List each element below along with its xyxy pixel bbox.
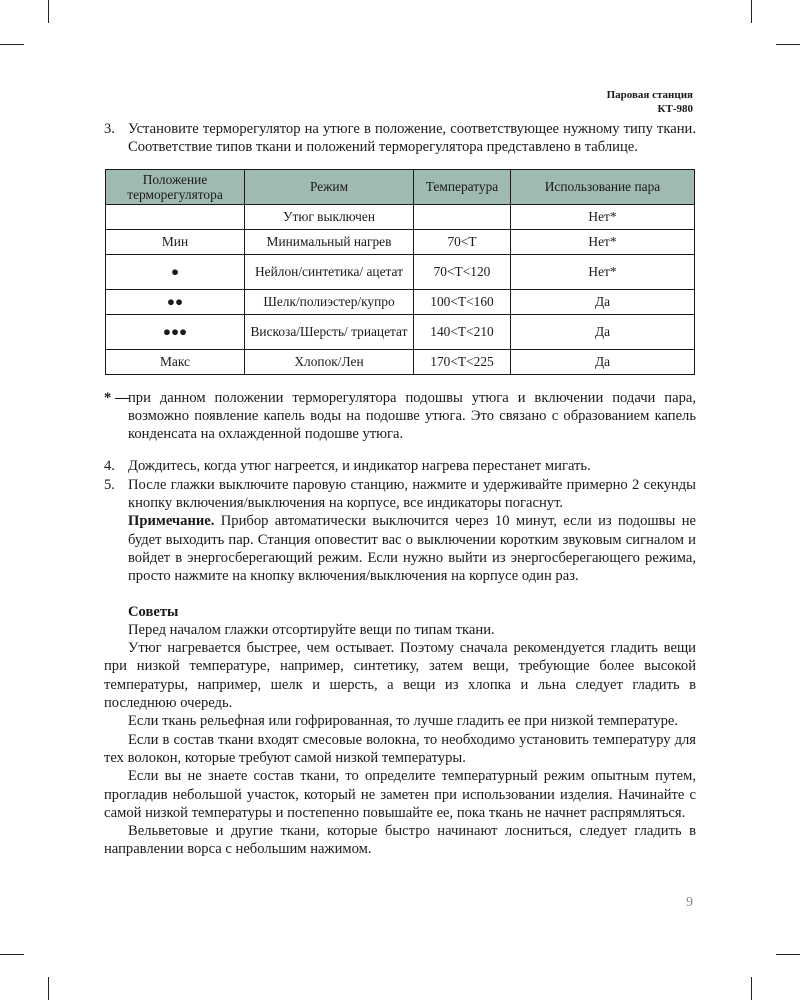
tip-paragraph: Утюг нагревается быстрее, чем остывает. Поэтому сначала рекомендуется гладить вещи при низкой температуре, например, синтетику, затем вещи, требующие более высокой температуры, например, шелк и шерсть, а вещи из хлопка и льна следует гладить в последнюю очередь. xyxy=(104,640,696,712)
crop-mark-bottom-left-h xyxy=(0,954,24,955)
header-model: КТ-980 xyxy=(657,103,693,115)
cell-mode: Шелк/полиэстер/купро xyxy=(245,289,414,314)
cell-steam: Да xyxy=(511,349,695,374)
crop-mark-bottom-right-h xyxy=(776,954,800,955)
tip-paragraph: Вельветовые и другие ткани, которые быстро начинают лосниться, следует гладить в направлении ворса с небольшим нажимом. xyxy=(104,823,696,858)
cell-temperature: 100<T<160 xyxy=(414,289,511,314)
cell-steam: Нет* xyxy=(511,229,695,254)
cell-temperature: 140<T<210 xyxy=(414,314,511,349)
tips-title: Советы xyxy=(128,603,179,620)
cell-temperature: 70<T xyxy=(414,229,511,254)
thermostat-table xyxy=(105,169,695,375)
step-text: Дождитесь, когда утюг нагреется, и индикатор нагрева перестанет мигать. xyxy=(128,458,591,475)
cell-steam: Нет* xyxy=(511,254,695,289)
note-text: Прибор автоматически выключится через 10 минут, если из подошвы не будет выходить пар. Станция оповестит вас о выключении коротким звуковым сигналом и войдет в энергосберегающий режим. Если нужно выйти из энергосберегающего режима, просто нажмите на кнопку включения/выключения на корпусе один раз. xyxy=(128,513,696,585)
cell-position: ●●● xyxy=(106,314,245,349)
cell-position: Макс xyxy=(106,349,245,374)
crop-mark-bottom-right-v xyxy=(751,977,752,1000)
table-row xyxy=(106,349,695,374)
step-4 xyxy=(104,457,696,475)
footnote-mark: * — xyxy=(104,389,130,406)
cell-steam: Нет* xyxy=(511,204,695,229)
tip-paragraph: Если ткань рельефная или гофрированная, то лучше гладить ее при низкой температуре. xyxy=(128,713,679,730)
column-header-steam: Использование пара xyxy=(511,169,695,204)
tip-paragraph: Если вы не знаете состав ткани, то определите температурный режим опытным путем, прогладив небольшой участок, который не заметен при использовании изделия. Начинайте с самой низкой температуры и постепенно повышайте ее, пока ткань не начнет распрямляться. xyxy=(104,768,696,821)
table-row xyxy=(106,254,695,289)
cell-temperature: 170<T<225 xyxy=(414,349,511,374)
table-row xyxy=(106,314,695,349)
table-row xyxy=(106,289,695,314)
crop-mark-top-right-v xyxy=(751,0,752,23)
running-header xyxy=(607,88,693,116)
cell-temperature: 70<T<120 xyxy=(414,254,511,289)
cell-mode: Нейлон/синтетика/ ацетат xyxy=(245,254,414,289)
tips-section xyxy=(104,603,696,859)
page-number: 9 xyxy=(686,895,693,910)
column-header-mode: Режим xyxy=(245,169,414,204)
cell-mode: Минимальный нагрев xyxy=(245,229,414,254)
step-text: После глажки выключите паровую станцию, нажмите и удерживайте примерно 2 секунды кнопку включения/выключения на корпусе, все индикаторы погаснут. xyxy=(128,476,696,512)
cell-position: Мин xyxy=(106,229,245,254)
crop-mark-top-right-h xyxy=(776,44,800,45)
header-title: Паровая станция xyxy=(606,89,693,101)
step-number: 3. xyxy=(104,121,115,137)
steps-continued xyxy=(104,457,696,585)
cell-position: ●● xyxy=(106,289,245,314)
table-row xyxy=(106,204,695,229)
step-note xyxy=(128,512,696,585)
step-number: 5. xyxy=(104,476,115,493)
cell-temperature xyxy=(414,204,511,229)
crop-mark-bottom-left-v xyxy=(48,977,49,1000)
column-header-position: Положение терморегулятора xyxy=(106,169,245,204)
footnote xyxy=(104,389,696,444)
step-number: 4. xyxy=(104,458,115,475)
footnote-text: при данном положении терморегулятора подошвы утюга и включении подачи пара, возможно появление капель воды на подошве утюга. Это связано с образованием капель конденсата на охлажденной подошве утюга. xyxy=(128,389,696,443)
step-text: Установите терморегулятор на утюге в положение, соответствующее нужному типу ткани. Соответствие типов ткани и положений терморегулятора представлено в таблице. xyxy=(128,121,696,156)
page-content xyxy=(104,120,696,859)
cell-mode: Утюг выключен xyxy=(245,204,414,229)
crop-mark-top-left-h xyxy=(0,44,24,45)
step-5 xyxy=(104,476,696,586)
table-header-row xyxy=(106,169,695,204)
column-header-temperature: Температура xyxy=(414,169,511,204)
tip-paragraph: Если в состав ткани входят смесовые волокна, то необходимо установить температуру для тех волокон, которые требуют самой низкой температуры. xyxy=(104,731,696,766)
cell-mode: Вискоза/Шерсть/ триацетат xyxy=(245,314,414,349)
cell-steam: Да xyxy=(511,289,695,314)
cell-steam: Да xyxy=(511,314,695,349)
note-label: Примечание. xyxy=(128,513,215,530)
cell-mode: Хлопок/Лен xyxy=(245,349,414,374)
step-3 xyxy=(104,120,696,157)
tip-paragraph: Перед началом глажки отсортируйте вещи по типам ткани. xyxy=(128,621,495,638)
table-row xyxy=(106,229,695,254)
crop-mark-top-left-v xyxy=(48,0,49,23)
cell-position: ● xyxy=(106,254,245,289)
cell-position xyxy=(106,204,245,229)
